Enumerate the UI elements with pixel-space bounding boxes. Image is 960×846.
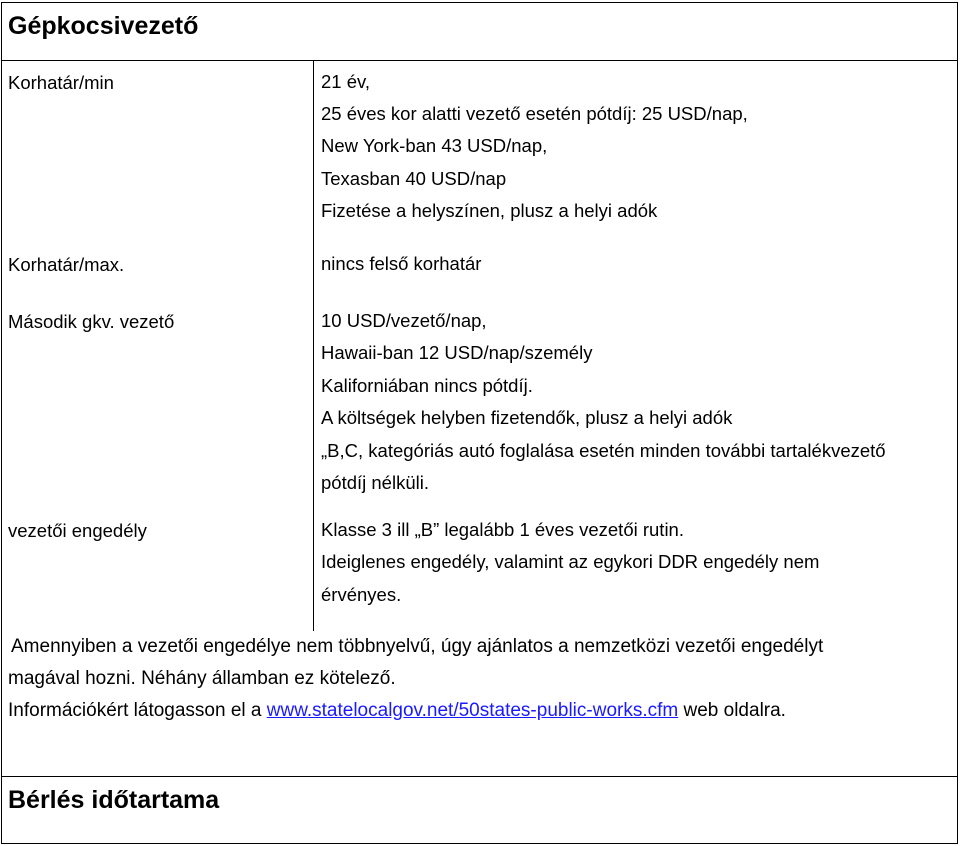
row-label-min-age: Korhatár/min (8, 72, 114, 93)
note-line: Amennyiben a vezetői engedélye nem többnyelvű, úgy ajánlatos a nemzetközi vezetői engedélyt (11, 636, 824, 657)
column-divider (313, 60, 314, 631)
row-value-max-age (321, 248, 481, 280)
text-line: A költségek helyben fizetendők, plusz a helyi adók (321, 407, 733, 429)
text-line: 25 éves kor alatti vezető esetén pótdíj: 25 USD/nap, (321, 103, 748, 125)
text-line: nincs felső korhatár (321, 253, 482, 274)
row-label-second-driver: Második gkv. vezető (8, 311, 175, 332)
note-line: magával hozni. Néhány államban ez kötelező. (8, 668, 396, 689)
section-title: Gépkocsivezető (8, 12, 199, 40)
text-line: érvényes. (321, 583, 402, 605)
text-line: Fizetése a helyszínen, plusz a helyi adók (321, 199, 658, 221)
row-label-max-age: Korhatár/max. (8, 254, 125, 275)
text-line: Texasban 40 USD/nap (321, 167, 507, 189)
note-text: Információkért látogasson el a (8, 700, 267, 721)
note-text: web oldalra. (678, 700, 786, 721)
next-section-title: Bérlés időtartama (8, 786, 220, 814)
text-line: pótdíj nélküli. (321, 472, 429, 494)
row-value-license (321, 514, 819, 611)
divider (1, 776, 958, 777)
text-line: „B,C, kategóriás autó foglalása esetén minden további tartalékvezető (321, 439, 886, 461)
row-value-second-driver (321, 305, 886, 499)
text-line: Klasse 3 ill „B” legalább 1 éves vezetői rutin. (321, 519, 684, 540)
text-line: Kaliforniában nincs pótdíj. (321, 374, 533, 396)
statelocalgov-link[interactable]: www.statelocalgov.net/50states-public-works.cfm (266, 700, 679, 721)
text-line: Hawaii-ban 12 USD/nap/személy (321, 342, 593, 364)
note-line (8, 695, 948, 727)
text-line: 21 év, (321, 71, 371, 92)
row-label-license: vezetői engedély (8, 520, 147, 541)
info-note (8, 631, 948, 727)
row-value-min-age (321, 66, 748, 227)
text-line: Ideiglenes engedély, valamint az egykori DDR engedély nem (321, 551, 820, 573)
text-line: 10 USD/vezető/nap, (321, 310, 487, 331)
text-line: New York-ban 43 USD/nap, (321, 135, 548, 157)
divider (1, 60, 958, 61)
